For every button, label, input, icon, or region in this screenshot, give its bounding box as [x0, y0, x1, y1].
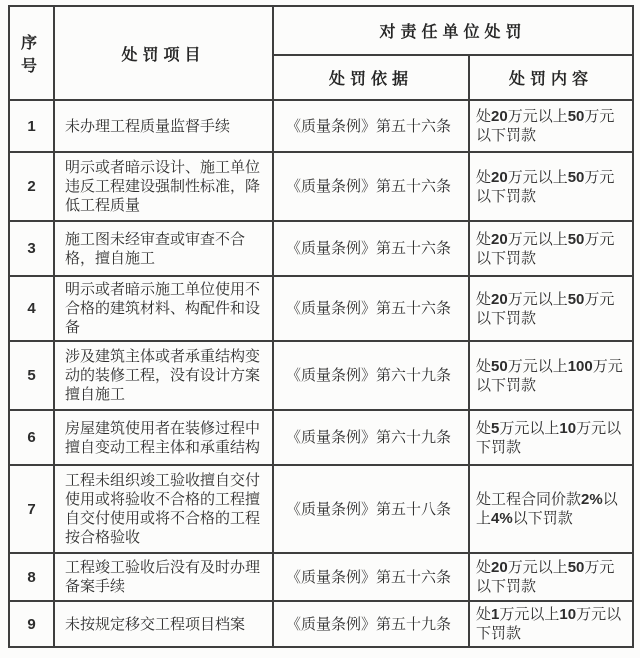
- content-number: 5: [491, 419, 500, 437]
- row-number: 8: [9, 553, 54, 601]
- penalty-content: [469, 341, 633, 410]
- content-number: 4%: [491, 510, 513, 527]
- header-col-no: 序号: [9, 6, 54, 100]
- table-row: [9, 601, 633, 647]
- penalty-item: 明示或者暗示设计、施工单位违反工程建设强制性标准，降低工程质量: [54, 152, 273, 221]
- penalty-basis: 《质量条例》第五十六条: [273, 276, 469, 341]
- content-text: 以下罚款: [512, 510, 573, 527]
- content-text: 万元以下罚款: [476, 606, 622, 642]
- table-row: [9, 465, 633, 553]
- table-row: [9, 276, 633, 341]
- table-row: [9, 152, 633, 221]
- penalty-item: 工程未组织竣工验收擅自交付使用或将验收不合格的工程擅自交付使用或将不合格的工程按合格验收: [54, 465, 273, 553]
- content-number: 20: [491, 230, 508, 248]
- content-number: 1: [491, 606, 500, 623]
- penalty-item: 明示或者暗示施工单位使用不合格的建筑材料、构配件和设备: [54, 276, 273, 341]
- row-number: 2: [9, 152, 54, 221]
- penalty-content: [469, 601, 633, 647]
- content-number: 50: [491, 357, 508, 375]
- content-number: 10: [559, 606, 577, 623]
- penalty-item: 涉及建筑主体或者承重结构变动的装修工程，没有设计方案擅自施工: [54, 341, 273, 410]
- penalty-content: [469, 152, 633, 221]
- content-text: 万元以下罚款: [476, 559, 615, 595]
- penalty-basis: 《质量条例》第六十九条: [273, 410, 469, 465]
- content-text: 处: [476, 419, 492, 437]
- table-row: [9, 221, 633, 276]
- content-text: 万元以上: [507, 108, 568, 125]
- content-text: 处: [476, 290, 492, 308]
- penalty-item: 房屋建筑使用者在装修过程中擅自变动工程主体和承重结构: [54, 410, 273, 465]
- row-number: 3: [9, 221, 54, 276]
- row-number: 5: [9, 341, 54, 410]
- content-text: 万元以上: [507, 559, 568, 576]
- content-number: 100: [567, 357, 593, 375]
- penalty-basis: 《质量条例》第五十六条: [273, 221, 469, 276]
- content-text: 处: [476, 559, 492, 576]
- table-row: [9, 410, 633, 465]
- header-row-top: [9, 6, 633, 55]
- header-col-basis: 处罚依据: [273, 55, 469, 100]
- table-row: [9, 100, 633, 152]
- penalty-basis: 《质量条例》第五十八条: [273, 465, 469, 553]
- header-col-content: 处罚内容: [469, 55, 633, 100]
- content-text: 万元以下罚款: [476, 168, 615, 205]
- content-text: 万元以下罚款: [476, 108, 615, 144]
- penalty-content: [469, 465, 633, 553]
- penalty-basis: 《质量条例》第五十六条: [273, 152, 469, 221]
- content-number: 20: [491, 108, 508, 125]
- content-number: 50: [567, 290, 585, 308]
- row-number: 1: [9, 100, 54, 152]
- penalty-content: [469, 410, 633, 465]
- penalty-content: [469, 553, 633, 601]
- row-number: 6: [9, 410, 54, 465]
- content-text: 处: [476, 606, 492, 623]
- content-text: 万元以上: [499, 419, 560, 437]
- penalty-content: [469, 221, 633, 276]
- content-number: 20: [491, 559, 508, 576]
- row-number: 7: [9, 465, 54, 553]
- table-row: [9, 341, 633, 410]
- penalty-content: [469, 100, 633, 152]
- content-number: 50: [567, 108, 585, 125]
- header-col-item: 处罚项目: [54, 6, 273, 100]
- content-number: 10: [559, 419, 577, 437]
- content-text: 处工程合同价款: [476, 491, 582, 508]
- content-text: 万元以下罚款: [476, 230, 615, 267]
- content-text: 处: [476, 108, 492, 125]
- penalty-item: 工程竣工验收后没有及时办理备案手续: [54, 553, 273, 601]
- content-number: 20: [491, 168, 508, 186]
- content-text: 万元以上: [507, 168, 568, 186]
- content-text: 万元以上: [507, 230, 568, 248]
- content-text: 万元以下罚款: [476, 357, 623, 394]
- penalty-table: [8, 5, 634, 648]
- content-text: 处: [476, 357, 492, 375]
- penalty-item: 未按规定移交工程项目档案: [54, 601, 273, 647]
- content-text: 万元以上: [507, 290, 568, 308]
- content-text: 处: [476, 168, 492, 186]
- content-text: 万元以上: [499, 606, 560, 623]
- penalty-basis: 《质量条例》第六十九条: [273, 341, 469, 410]
- penalty-item: 施工图未经审查或审查不合格，擅自施工: [54, 221, 273, 276]
- content-number: 50: [567, 230, 585, 248]
- header-group-responsible-unit: 对责任单位处罚: [273, 6, 633, 55]
- penalty-basis: 《质量条例》第五十六条: [273, 553, 469, 601]
- content-number: 20: [491, 290, 508, 308]
- penalty-basis: 《质量条例》第五十六条: [273, 100, 469, 152]
- row-number: 9: [9, 601, 54, 647]
- row-number: 4: [9, 276, 54, 341]
- content-text: 万元以上: [507, 357, 568, 375]
- penalty-basis: 《质量条例》第五十九条: [273, 601, 469, 647]
- content-number: 50: [567, 168, 585, 186]
- content-text: 万元以下罚款: [476, 419, 622, 456]
- penalty-content: [469, 276, 633, 341]
- content-number: 50: [567, 559, 585, 576]
- penalty-item: 未办理工程质量监督手续: [54, 100, 273, 152]
- content-number: 2%: [581, 491, 603, 508]
- content-text: 以上: [476, 491, 618, 527]
- table-row: [9, 553, 633, 601]
- content-text: 处: [476, 230, 492, 248]
- content-text: 万元以下罚款: [476, 290, 615, 327]
